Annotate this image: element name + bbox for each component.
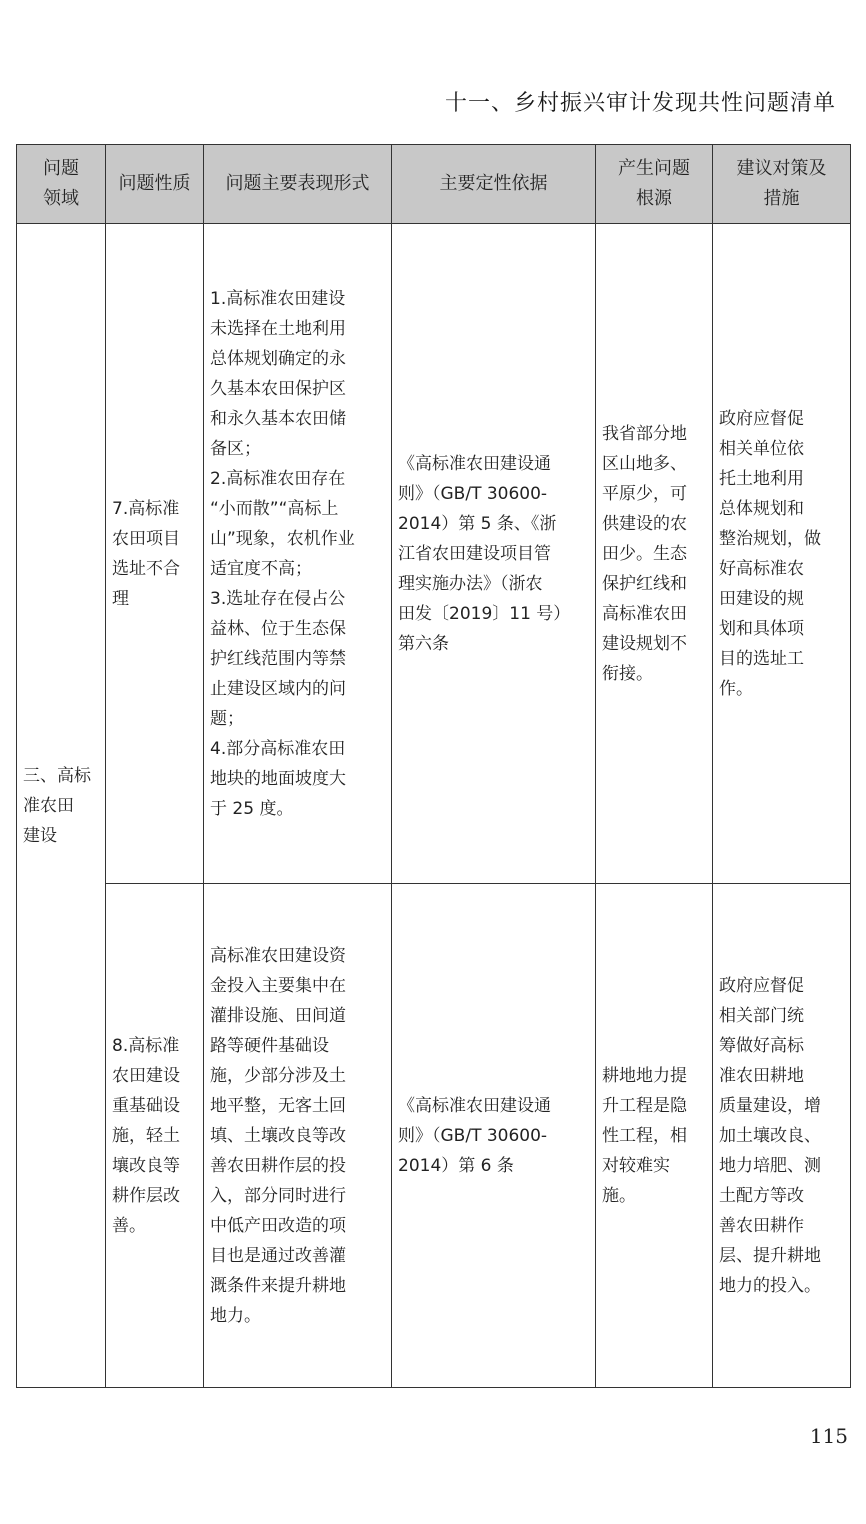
root-cause-cell: 耕地地力提 升工程是隐 性工程，相 对较难实 施。 [596, 884, 713, 1388]
column-header-suggestion: 建议对策及 措施 [713, 145, 851, 224]
basis-cell: 《高标准农田建设通 则》（GB/T 30600- 2014）第 5 条、《浙 江省农田建设项目管 理实施办法》（浙农 田发〔2019〕11 号） 第六条 [392, 224, 596, 884]
nature-cell: 8.高标准 农田建设 重基础设 施，轻土 壤改良等 耕作层改 善。 [106, 884, 204, 1388]
column-header-root-cause: 产生问题 根源 [596, 145, 713, 224]
manifestation-cell: 1.高标准农田建设 未选择在土地利用 总体规划确定的永 久基本农田保护区 和永久基本农田储 备区； 2.高标准农田存在 “小而散”“高标上 山”现象，农机作业 适宜度不高； 3.选址存在侵占公 益林、位于生态保 护红线范围内等禁 止建设区域内的问 题； 4.部分高标准农田 地块的地面坡度大 于 25 度。 [204, 224, 392, 884]
page-header-title: 十一、乡村振兴审计发现共性问题清单 [444, 91, 836, 116]
table-row [17, 224, 851, 884]
page-number: 115 [809, 1424, 848, 1448]
basis-cell: 《高标准农田建设通 则》（GB/T 30600- 2014）第 6 条 [392, 884, 596, 1388]
column-header-basis: 主要定性依据 [392, 145, 596, 224]
manifestation-cell: 高标准农田建设资 金投入主要集中在 灌排设施、田间道 路等硬件基础设 施，少部分涉及土 地平整，无客土回 填、土壤改良等改 善农田耕作层的投 入，部分同时进行 中低产田改造的项 目也是通过改善灌 溉条件来提升耕地 地力。 [204, 884, 392, 1388]
nature-cell: 7.高标准 农田项目 选址不合 理 [106, 224, 204, 884]
suggestion-cell: 政府应督促 相关单位依 托土地利用 总体规划和 整治规划，做 好高标准农 田建设的规 划和具体项 目的选址工 作。 [713, 224, 851, 884]
audit-issues-table [16, 144, 851, 1388]
column-header-domain: 问题 领域 [17, 145, 106, 224]
domain-cell: 三、高标 准农田 建设 [17, 224, 106, 1388]
root-cause-cell: 我省部分地 区山地多、 平原少，可 供建设的农 田少。生态 保护红线和 高标准农田 建设规划不 衔接。 [596, 224, 713, 884]
table-row [17, 884, 851, 1388]
suggestion-cell: 政府应督促 相关部门统 筹做好高标 准农田耕地 质量建设，增 加土壤改良、 地力培肥、测 土配方等改 善农田耕作 层、提升耕地 地力的投入。 [713, 884, 851, 1388]
table-header-row [17, 145, 851, 224]
column-header-nature: 问题性质 [106, 145, 204, 224]
column-header-manifestation: 问题主要表现形式 [204, 145, 392, 224]
